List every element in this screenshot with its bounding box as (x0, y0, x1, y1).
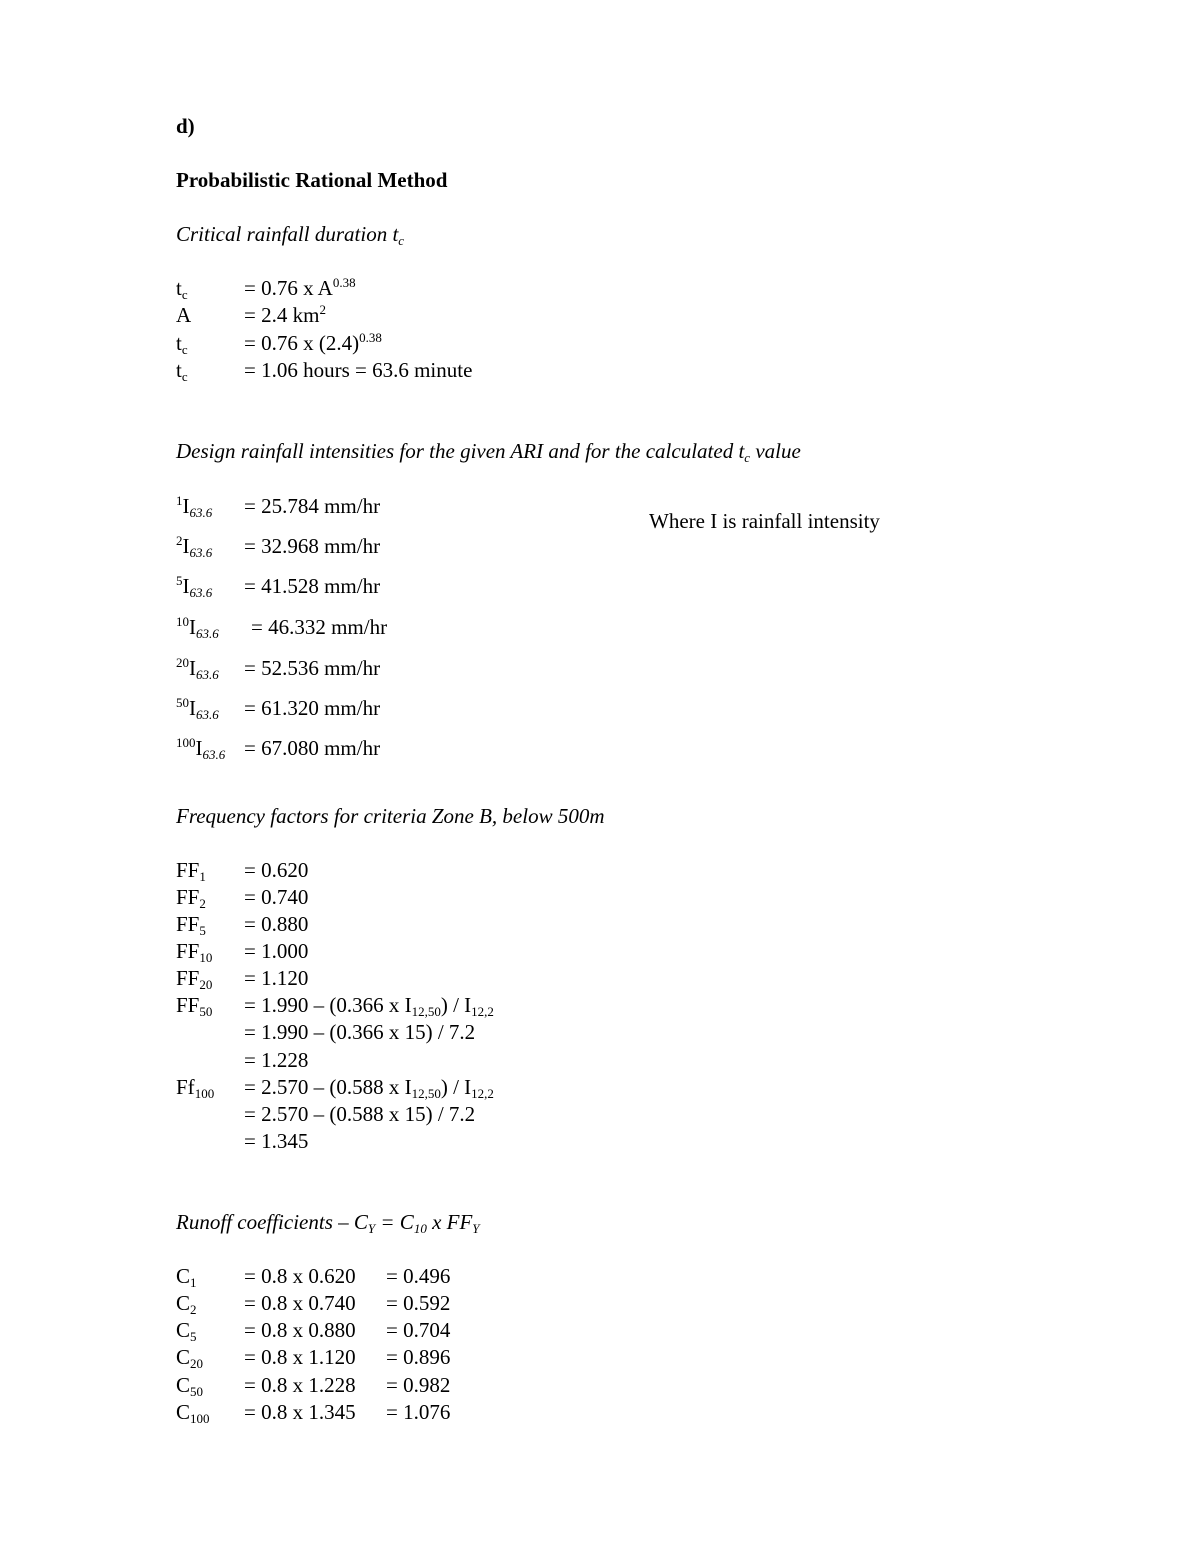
runoff-section-title: Runoff coefficients – $C_Y = C_{10}$ x $FF_Y$ (176, 1210, 480, 1236)
ff-row: $FF_2$ = 0.740 (176, 885, 309, 911)
section-heading: Probabilistic Rational Method (176, 168, 448, 192)
ff-row: $Ff_{100}$ = 2.570 – (0.588 x $I_{12,50}) / I_{12,2}$ (176, 1075, 494, 1101)
part-label: d) (176, 114, 195, 138)
runoff-row: $C_2$ = 0.8 x 0.740 = 0.592 (176, 1291, 451, 1317)
ff-row: = 1.228 (244, 1048, 309, 1072)
runoff-row: $C_1$ = 0.8 x 0.620 = 0.496 (176, 1264, 451, 1290)
intensity-note: Where I is rainfall intensity (649, 509, 880, 533)
intensity-row: $^{100}I_{63.6}$ = 67.080 mm/hr (176, 735, 381, 762)
tc-row: $t_c$ = 0.76 x $A^{0.38}$ (176, 275, 356, 302)
intensity-row: $^2I_{63.6}$ = 32.968 mm/hr (176, 533, 381, 560)
runoff-row: $C_{20}$ = 0.8 x 1.120 = 0.896 (176, 1345, 451, 1371)
intensity-row: $^{10}I_{63.6}$ = 46.332 mm/hr (176, 614, 388, 641)
ff-row: = 1.990 – (0.366 x 15) / 7.2 (244, 1020, 476, 1044)
intensity-row: $^{20}I_{63.6}$ = 52.536 mm/hr (176, 655, 381, 682)
tc-row: A = 2.4 $km^2$ (176, 302, 326, 327)
intensity-row: $^5I_{63.6}$ = 41.528 mm/hr (176, 573, 381, 600)
intensity-row: $^1I_{63.6}$ = 25.784 mm/hr (176, 493, 381, 520)
ff-row: = 1.345 (244, 1129, 309, 1153)
ff-row: $FF_{20}$ = 1.120 (176, 966, 309, 992)
ff-row: $FF_1$ = 0.620 (176, 858, 309, 884)
tc-row: $t_c$ = 1.06 hours = 63.6 minute (176, 358, 473, 384)
ff-row: $FF_{10}$ = 1.000 (176, 939, 309, 965)
runoff-row: $C_{50}$ = 0.8 x 1.228 = 0.982 (176, 1373, 451, 1399)
tc-section-title: Critical rainfall duration $t_c$ (176, 222, 405, 248)
ff-row: $FF_5$ = 0.880 (176, 912, 309, 938)
runoff-row: $C_{100}$ = 0.8 x 1.345 = 1.076 (176, 1400, 451, 1426)
intensity-section-title: Design rainfall intensities for the given ARI and for the calculated $t_c$ value (176, 439, 801, 465)
ff-section-title: Frequency factors for criteria Zone B, below 500m (176, 804, 605, 828)
ff-row: $FF_{50}$ = 1.990 – (0.366 x $I_{12,50}) / I_{12,2}$ (176, 993, 494, 1019)
runoff-row: $C_5$ = 0.8 x 0.880 = 0.704 (176, 1318, 451, 1344)
ff-row: = 2.570 – (0.588 x 15) / 7.2 (244, 1102, 476, 1126)
intensity-row: $^{50}I_{63.6}$ = 61.320 mm/hr (176, 695, 381, 722)
tc-row: $t_c$ = 0.76 x $(2.4)^{0.38}$ (176, 330, 382, 357)
